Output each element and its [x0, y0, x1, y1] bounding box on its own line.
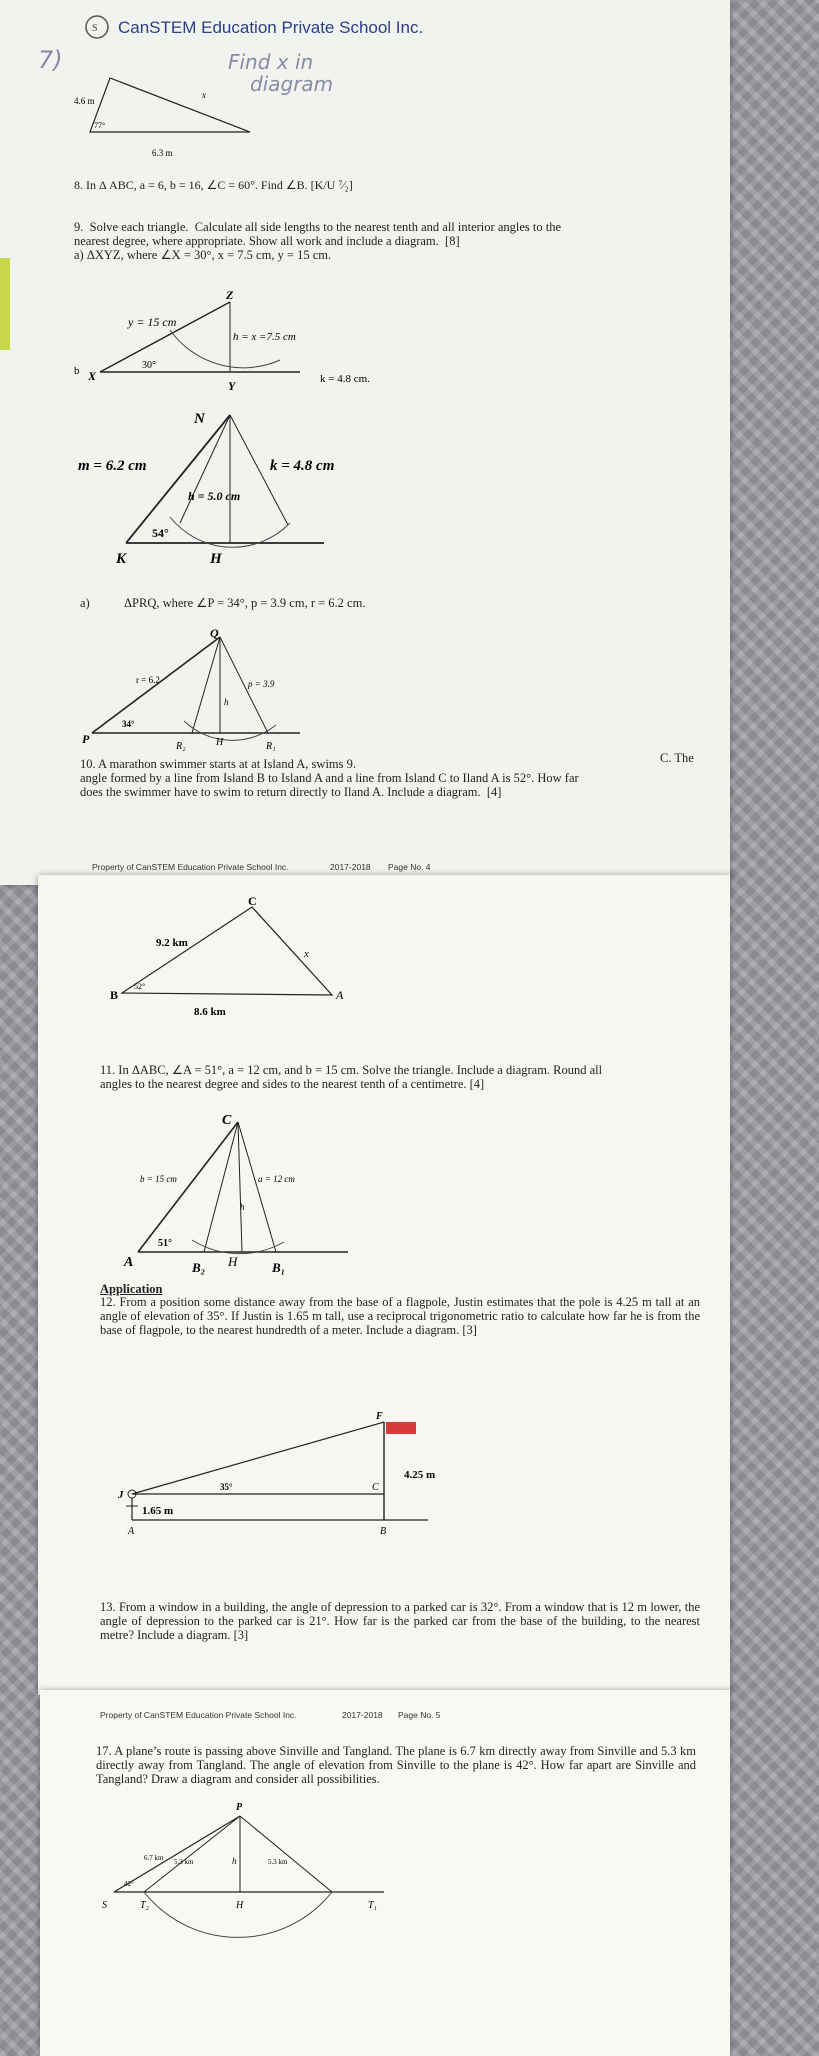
worksheet-page-5 [38, 875, 730, 1695]
q10-line1: 10. A marathon swimmer starts at at Island A, swims 9. [80, 757, 357, 771]
fig-a-label-z: Z [226, 288, 234, 302]
school-header: CanSTEM Education Private School Inc. [118, 18, 424, 37]
q11-triangle-diagram [112, 1110, 372, 1290]
fig11-label-c: C [222, 1113, 232, 1128]
fig-c-r-side: r = 6.2 [136, 675, 160, 685]
handwritten-note-line2: diagram [250, 72, 334, 96]
q9-fig-prq [80, 625, 340, 755]
application-heading: Application [100, 1282, 163, 1296]
school-logo-icon [84, 14, 110, 40]
q7-side-left: 4.6 m [74, 96, 95, 106]
fig10-label-c: C [248, 894, 257, 908]
fig12-angle: 35° [220, 1482, 233, 1492]
q9-fig-knh [70, 405, 370, 570]
fig17-h: h [232, 1856, 237, 1866]
q12-flagpole-diagram [108, 1410, 448, 1550]
fig17-label-h: H [236, 1900, 244, 1911]
fig-c-p-side: p = 3.9 [248, 679, 275, 689]
fig11-label-b2: B₂ [192, 1260, 206, 1275]
q11-line1: 11. In ΔABC, ∠A = 51°, a = 12 cm, and b = 15 cm. Solve the triangle. Include a diagram. Round all [100, 1063, 603, 1077]
fig12-person-height: 1.65 m [142, 1505, 174, 1517]
fig12-label-j: J [118, 1489, 124, 1501]
q17-text: 17. A plane’s route is passing above Sinville and Tangland. The plane is 6.7 km directly away from Sinville and 5.3 km directly away from Tangland. The angle of elevation from Sinville to the plane is 42°. How far apart are Sinville and Tangland? Draw a diagram and consider all possibilities. [96, 1744, 696, 1786]
fig17-side-t1p: 5.3 km [268, 1858, 288, 1866]
fig-b-k-side: k = 4.8 cm [270, 458, 335, 474]
fig-a-k-note: k = 4.8 cm. [320, 373, 370, 385]
fig17-label-p: P [236, 1802, 243, 1813]
q9-line2: nearest degree, where appropriate. Show all work and include a diagram. [8] [74, 234, 460, 248]
q7-side-right: x [202, 90, 206, 100]
svg-text:S: S [92, 23, 98, 34]
fig11-b-side: b = 15 cm [140, 1174, 177, 1184]
q10-triangle-diagram [92, 895, 342, 1025]
fig11-h: h [240, 1202, 245, 1212]
q9-part-b: ΔPRQ, where ∠P = 34°, p = 3.9 cm, r = 6.2 cm. [124, 596, 366, 610]
q10-line2: angle formed by a line from Island B to Island A and a line from Island C to Iland A is 52°. How far [80, 771, 579, 785]
fig-b-m-side: m = 6.2 cm [78, 458, 147, 474]
q12-text: 12. From a position some distance away from the base of a flagpole, Justin estimates that the pole is 4.25 m tall at an angle of elevation of 35°. If Justin is 1.65 m tall, use a reciprocal trigonometric ratio to calculate how far he is from the base of flagpole, to the nearest hundredth of a meter. Include a diagram. [3] [100, 1295, 700, 1337]
fig-a-angle: 30° [142, 360, 156, 371]
fig-b-label-h: H [210, 551, 222, 567]
fig-c-label-p: P [82, 732, 90, 746]
fig10-label-b: B [110, 988, 119, 1002]
fig11-label-h: H [228, 1254, 238, 1269]
fig-b-angle: 54° [152, 526, 169, 540]
fig-b-h-side: h = 5.0 cm [188, 489, 241, 503]
q10-line1-end: C. The [660, 751, 694, 765]
footer-page: Page No. 4 [388, 862, 431, 872]
fig12-label-f: F [376, 1411, 383, 1422]
q7-base: 6.3 m [152, 148, 173, 158]
fig10-left-side: 9.2 km [156, 937, 188, 949]
fig-c-angle: 34° [122, 719, 135, 729]
fig17-label-s: S [102, 1900, 107, 1911]
fig10-right-side: x [304, 948, 309, 960]
worksheet-page-4 [0, 0, 730, 885]
q7-triangle-diagram [70, 70, 270, 160]
fig17-side-sp: 6.7 km [144, 1854, 164, 1862]
handwritten-question-number: 7) [38, 46, 63, 74]
q9-part-b-label: a) [80, 596, 90, 610]
fig-c-label-r1: R₁ [266, 741, 276, 752]
fig-c-label-h: H [216, 737, 224, 748]
q9-part-a: a) ΔXYZ, where ∠X = 30°, x = 7.5 cm, y = 15 cm. [74, 248, 332, 262]
footer2-property: Property of CanSTEM Education Private School Inc. [100, 1710, 297, 1720]
fig12-label-b: B [380, 1526, 387, 1537]
fig17-angle: 42° [124, 1880, 134, 1888]
fig-b-label-k: K [116, 551, 127, 567]
fig17-label-t1: T₁ [368, 1900, 378, 1911]
fig12-label-a: A [128, 1526, 135, 1537]
footer2-page: Page No. 5 [398, 1710, 441, 1720]
fig-c-label-r2: R₂ [176, 741, 186, 752]
fig12-label-c: C [372, 1482, 379, 1493]
fig11-label-a: A [124, 1255, 134, 1270]
footer-property: Property of CanSTEM Education Private School Inc. [92, 862, 289, 872]
fig-a-y-side: y = 15 cm [128, 315, 177, 329]
fig-a-label-y: Y [228, 379, 236, 393]
q9-line1: 9. Solve each triangle. Calculate all side lengths to the nearest tenth and all interior angles to the [74, 220, 561, 234]
fig-a-label-x: X [88, 369, 97, 383]
fig-a-b-mark: b [74, 365, 80, 377]
fig11-a-side: a = 12 cm [258, 1174, 295, 1184]
q13-text: 13. From a window in a building, the angle of depression to a parked car is 32°. From a window that is 12 m lower, the angle of depression to the parked car is 21°. How far is the parked car from the base of the building, to the nearest metre? Include a diagram. [3] [100, 1600, 700, 1642]
q17-plane-diagram [100, 1798, 430, 1918]
fig-b-label-n: N [194, 411, 205, 427]
fig11-label-b1: B₁ [272, 1260, 286, 1275]
q8-text: 8. In Δ ABC, a = 6, b = 16, ∠C = 60°. Find ∠B. [K/U ⁷⁄₂] [74, 178, 353, 192]
footer-year: 2017-2018 [330, 862, 371, 872]
q11-line2: angles to the nearest degree and sides to the nearest tenth of a centimetre. [4] [100, 1077, 485, 1091]
fig10-base: 8.6 km [194, 1006, 226, 1018]
q9-fig-xyz [70, 290, 400, 410]
fig11-angle: 51° [158, 1238, 172, 1249]
fig10-angle: 52° [134, 982, 146, 991]
fig17-side-t2p: 5.3 km [174, 1858, 194, 1866]
fig17-label-t2: T₂ [140, 1900, 150, 1911]
green-sticky-tab [0, 258, 10, 350]
handwritten-note-line1: Find x in [228, 50, 314, 74]
footer2-year: 2017-2018 [342, 1710, 383, 1720]
fig12-pole-height: 4.25 m [404, 1469, 436, 1481]
q7-angle: 77° [94, 121, 106, 130]
fig-c-label-q: Q [210, 626, 219, 640]
fig-a-h-side: h = x =7.5 cm [233, 331, 296, 343]
worksheet-page-6 [40, 1690, 730, 2056]
fig10-label-a: A [336, 988, 344, 1002]
fig-c-h: h [224, 697, 229, 707]
q10-line3: does the swimmer have to swim to return directly to Iland A. Include a diagram. [4] [80, 785, 502, 799]
